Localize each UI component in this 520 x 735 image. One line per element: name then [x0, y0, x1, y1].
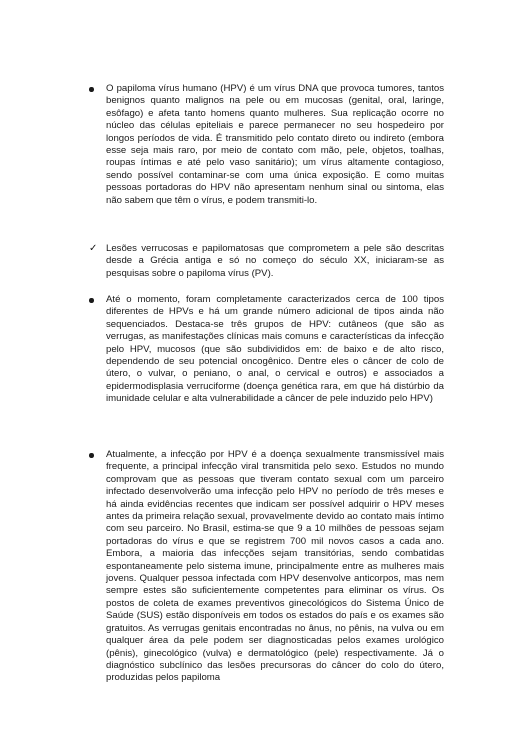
checkmark-icon: ✓ [89, 243, 98, 254]
paragraph-text: Até o momento, foram completamente caracterizados cerca de 100 tipos diferentes de HPVs e há um grande número adicional de tipos ainda não sequenciados. Destaca-se três grupos de HPV: cutâneos (que são as verrugas, as manifestações clínicas mais comuns e características da infecção pelo HPV, mucosos (que são subdivididos em: de baixo e de alto risco, dependendo de seu potencial oncogênico. Dentre eles o câncer de colo de útero, o vulvar, o peniano, o anal, o cervical e outros) e associados a epidermodisplasia verruciforme (doença genética rara, em que há distúrbio da imunidade celular e alta vulnerabilidade a câncer de pele induzido pelo HPV) [106, 294, 444, 405]
paragraph-hpv-types [106, 294, 444, 406]
bullet-dot-icon [89, 294, 94, 306]
bullet-dot-icon [89, 449, 94, 461]
bullet-dot-icon [89, 83, 94, 95]
paragraph-text: Lesões verrucosas e papilomatosas que comprometem a pele são descritas desde a Grécia antiga e só no começo do século XX, iniciaram-se as pesquisas sobre o papiloma vírus (PV). [106, 243, 444, 279]
paragraph-hpv-definition [106, 83, 444, 207]
paragraph-transmission [106, 449, 444, 685]
paragraph-history [89, 243, 444, 280]
paragraph-text: Atualmente, a infecção por HPV é a doença sexualmente transmissível mais frequente, a principal infecção viral transmitida pelo sexo. Estudos no mundo comprovam que as pessoas que tiveram contato sexual com um parceiro infectado desenvolverão uma infecção pelo HPV no período de três meses e há ainda evidências recentes que indicam ser possível adquirir o HPV meses antes da primeira relação sexual, provavelmente devido ao contato mais íntimo com seu parceiro. No Brasil, estima-se que 9 a 10 milhões de pessoas sejam portadoras do vírus e que se registrem 700 mil novos casos a cada ano. Embora, a maioria das infecções sejam transitórias, sendo combatidas espontaneamente pelo sistema imune, principalmente entre as mulheres mais jovens. Qualquer pessoa infectada com HPV desenvolve anticorpos, mas nem sempre estes são suficientemente competentes para eliminar os vírus. Os postos de coleta de exames preventivos ginecológicos do Sistema Único de Saúde (SUS) estão disponíveis em todos os estados do país e os exames são gratuitos. As verrugas genitais encontradas no ânus, no pênis, na vulva ou em qualquer área da pele podem ser diagnosticadas pelos exames urológico (pênis), ginecológico (vulva) e dermatológico (pele) respectivamente. Já o diagnóstico subclínico das lesões precursoras do câncer do colo do útero, produzidas pelos papiloma [106, 449, 444, 684]
paragraph-text: O papiloma vírus humano (HPV) é um vírus DNA que provoca tumores, tantos benignos quanto malignos na pele ou em mucosas (genital, oral, laringe, esôfago) e afeta tanto homens quanto mulheres. Sua replicação ocorre no núcleo das células epiteliais e parece permanecer no seu hospedeiro por longos períodos de vida. É transmitido pelo contato direto ou indireto (embora esse seja mais raro, por meio de contato com mão, pele, objetos, toalhas, roupas íntimas e até pelo vaso sanitário); um vírus altamente contagioso, sendo possível contaminar-se com uma única exposição. E como muitas pessoas portadoras do HPV não apresentam nenhum sinal ou sintoma, elas não sabem que têm o vírus, e podem transmiti-lo. [106, 83, 444, 206]
